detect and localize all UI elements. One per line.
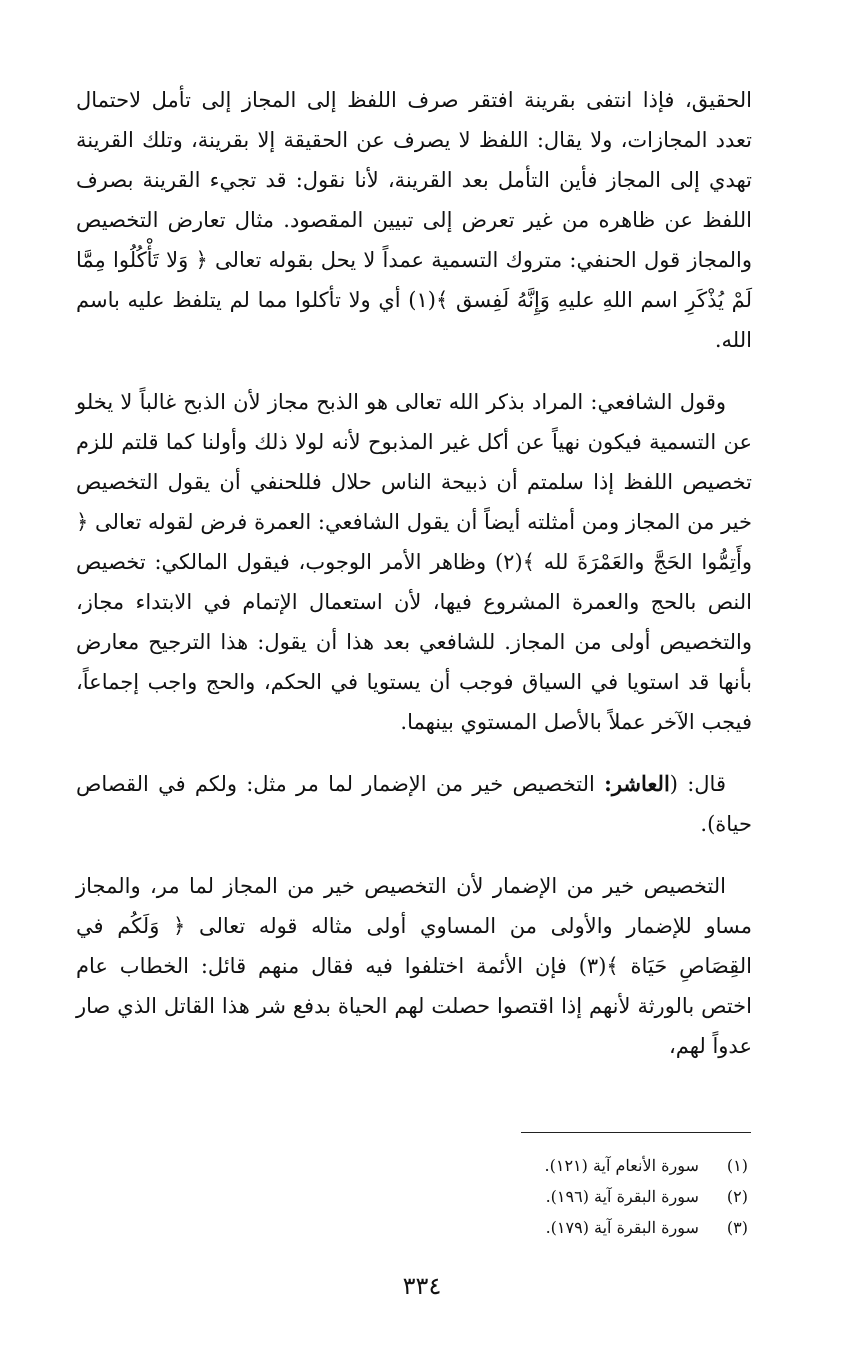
page-body bbox=[76, 80, 752, 1066]
quote-lead: قال: ( bbox=[669, 772, 726, 796]
paragraph-gap bbox=[76, 360, 752, 382]
quote-label: العاشر: bbox=[604, 771, 670, 796]
footnote-item bbox=[148, 1150, 748, 1181]
footnote-number: (١) bbox=[726, 1156, 748, 1175]
footnote-text: سورة البقرة آية (١٩٦). bbox=[545, 1187, 699, 1206]
paragraph-gap bbox=[76, 742, 752, 764]
quote-text: التخصيص خير من الإضمار لما مر مثل: ولكم في القصاص حياة). bbox=[76, 772, 752, 836]
quote-paragraph bbox=[76, 764, 752, 844]
footnotes bbox=[148, 1150, 748, 1243]
paragraph-3: التخصيص خير من الإضمار لأن التخصيص خير من المجاز لما مر، والمجاز مساو للإضمار والأولى من المساوي أولى مثاله قوله تعالى ﴿ وَلَكُم في القِصَاصِ حَيَاة ﴾(٣) فإن الأئمة اختلفوا فيه فقال منهم قائل: الخطاب عام اختص بالورثة لأنهم إذا اقتصوا حصلت لهم الحياة بدفع شر هذا القاتل الذي صار عدواً لهم، bbox=[76, 874, 752, 1058]
footnote-divider bbox=[521, 1132, 751, 1133]
footnote-item bbox=[148, 1181, 748, 1212]
paragraph-1: الحقيق، فإذا انتفى بقرينة افتقر صرف اللفظ إلى المجاز إلى تأمل لاحتمال تعدد المجازات، ولا يقال: اللفظ لا يصرف عن الحقيقة إلا بقرينة، وتلك القرينة تهدي إلى المجاز فأين التأمل بعد القرينة، لأنا نقول: قد تجيء القرينة بصرف اللفظ عن ظاهره من غير تعرض إلى تبيين المقصود. مثال تعارض التخصيص والمجاز قول الحنفي: متروك التسمية عمداً لا يحل بقوله تعالى ﴿ وَلا تَأْكُلُوا مِمَّا لَمْ يُذْكَرِ اسم اللهِ عليهِ وَإِنَّهُ لَفِسق ﴾(١) أي ولا تأكلوا مما لم يتلفظ عليه باسم الله. bbox=[76, 88, 753, 352]
paragraph-2: وقول الشافعي: المراد بذكر الله تعالى هو الذبح مجاز لأن الذبح غالباً لا يخلو عن التسمية فيكون نهياً عن أكل غير المذبوح لأنه لولا ذلك وأولنا كما قلتم للزم تخصيص اللفظ إذا سلمتم أن ذبيحة الناس حلال فللحنفي أن يقول التخصيص خير من المجاز ومن أمثلته أيضاً أن يقول الشافعي: العمرة فرض لقوله تعالى ﴿ وأَتِمُّوا الحَجَّ والعَمْرَةَ لله ﴾(٢) وظاهر الأمر الوجوب، فيقول المالكي: تخصيص النص بالحج والعمرة المشروع فيها، لأن استعمال الإتمام في الابتداء مجاز، والتخصيص أولى من المجاز. للشافعي بعد هذا أن يقول: هذا الترجيح معارض بأنها قد استويا في السياق فوجب أن يستويا في الحكم، والحج واجب إجماعاً، فيجب الآخر عملاً بالأصل المستوي بينهما. bbox=[76, 390, 752, 734]
footnote-text: سورة الأنعام آية (١٢١). bbox=[544, 1156, 699, 1175]
paragraph-gap bbox=[76, 844, 752, 866]
footnote-number: (٢) bbox=[726, 1187, 748, 1206]
footnote-number: (٣) bbox=[726, 1218, 748, 1237]
footnote-text: سورة البقرة آية (١٧٩). bbox=[545, 1218, 699, 1237]
footnote-item bbox=[148, 1212, 748, 1243]
page-number: ٣٣٤ bbox=[402, 1272, 442, 1300]
